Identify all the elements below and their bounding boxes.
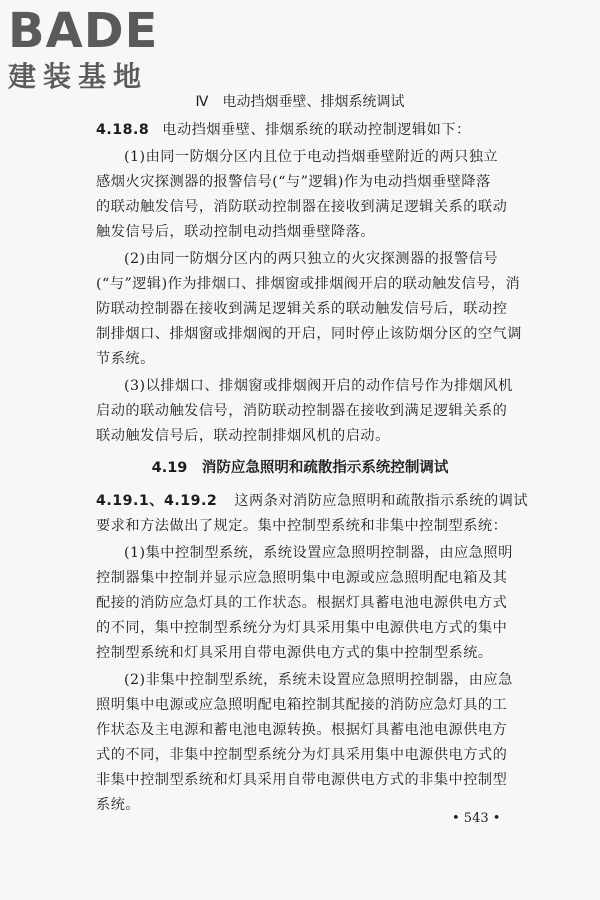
paragraph-line: 制排烟口、排烟窗或排烟阀的开启，同时停止该防烟分区的空气调 [96, 326, 522, 342]
paragraph-line: (1)由同一防烟分区内且位于电动挡烟垂壁附近的两只独立 [124, 149, 499, 165]
logo [8, 3, 183, 98]
section-heading: 4.19 消防应急照明和疏散指示系统控制调试 [151, 460, 449, 476]
paragraph-line: 式的不同，非集中控制型系统分为灯具采用集中电源供电方式的 [96, 747, 508, 763]
paragraph-line: 系统。 [96, 797, 141, 813]
paragraph-line: 配接的消防应急灯具的工作状态。根据灯具蓄电池电源供电方式 [96, 595, 508, 611]
paragraph-line: (3)以排烟口、排烟窗或排烟阀开启的动作信号作为排烟风机 [124, 378, 513, 394]
paragraph-line: 节系统。 [96, 351, 155, 367]
clause-text: 电动挡烟垂壁、排烟系统的联动控制逻辑如下： [162, 122, 471, 138]
paragraph-line: 要求和方法做出了规定。集中控制型系统和非集中控制型系统： [96, 518, 508, 534]
paragraph-line: 作状态及主电源和蓄电池电源转换。根据灯具蓄电池电源供电方 [96, 722, 508, 738]
paragraph-line: 控制器集中控制并显示应急照明集中电源或应急照明配电箱及其 [96, 570, 508, 586]
clause-number: 4.18.8 [96, 122, 150, 138]
paragraph-line: 感烟火灾探测器的报警信号(“与”逻辑)作为电动挡烟垂壁降落 [96, 174, 491, 190]
logo-subtitle: 建装基地 [8, 60, 149, 93]
clause-text: 这两条对消防应急照明和疏散指示系统的调试 [234, 493, 529, 509]
paragraph-line: 防联动控制器在接收到满足逻辑关系的联动触发信号后，联动控 [96, 301, 508, 317]
paragraph-line: (1)集中控制型系统，系统设置应急照明控制器，由应急照明 [124, 545, 513, 561]
logo-wordmark: BADE [8, 3, 159, 59]
paragraph-line: 照明集中电源或应急照明配电箱控制其配接的消防应急灯具的工 [96, 697, 508, 713]
paragraph-line: 的联动触发信号，消防联动控制器在接收到满足逻辑关系的联动 [96, 199, 508, 215]
clause-4-18-8-first-line [96, 120, 471, 140]
page-number: • 543 • [452, 811, 501, 826]
clause-number: 4.19.1、4.19.2 [96, 493, 218, 509]
paragraph-line: 触发信号后，联动控制电动挡烟垂壁降落。 [96, 224, 376, 240]
paragraph-line: 非集中控制型系统和灯具采用自带电源供电方式的非集中控制型 [96, 772, 508, 788]
paragraph-line: (“与”逻辑)作为排烟口、排烟窗或排烟阀开启的联动触发信号，消 [96, 276, 521, 292]
paragraph-line: 的不同，集中控制型系统分为灯具采用集中电源供电方式的集中 [96, 620, 508, 636]
paragraph-line: 启动的联动触发信号，消防联动控制器在接收到满足逻辑关系的 [96, 403, 508, 419]
clause-4-19-1-first-line [96, 491, 528, 511]
paragraph-line: (2)非集中控制型系统，系统未设置应急照明控制器，由应急 [124, 672, 513, 688]
paragraph-line: 联动触发信号后，联动控制排烟风机的启动。 [96, 428, 390, 444]
subsection-heading: Ⅳ 电动挡烟垂壁、排烟系统调试 [195, 94, 405, 110]
paragraph-line: 控制型系统和灯具采用自带电源供电方式的集中控制型系统。 [96, 645, 493, 661]
paragraph-line: (2)由同一防烟分区内的两只独立的火灾探测器的报警信号 [124, 251, 499, 267]
